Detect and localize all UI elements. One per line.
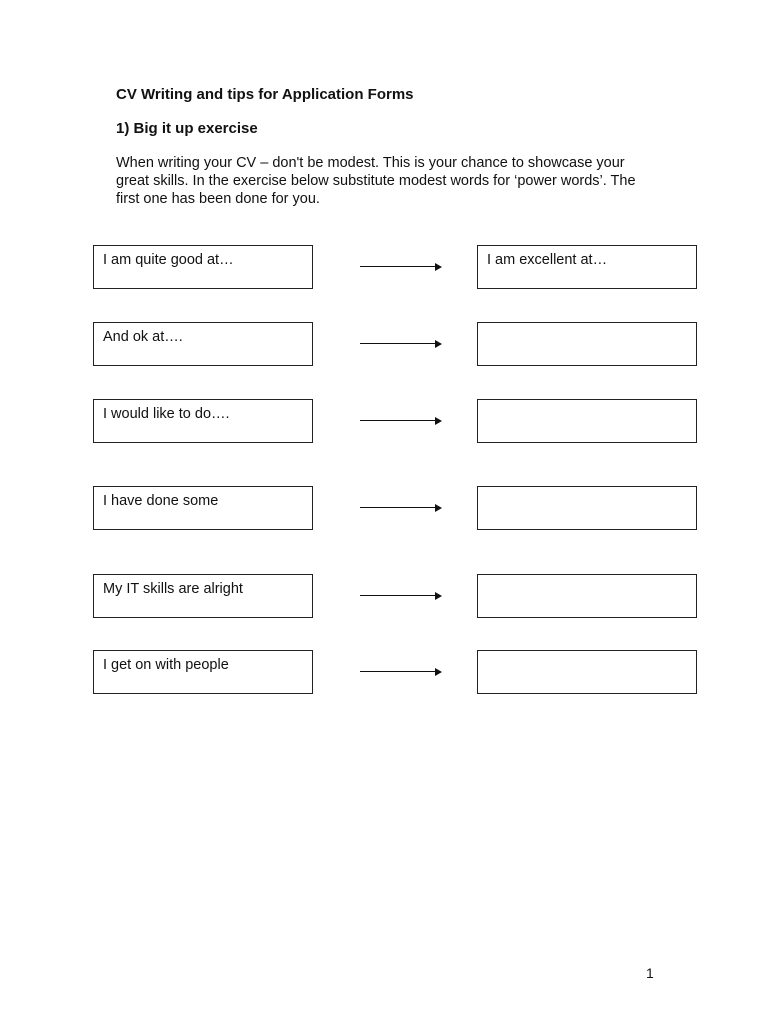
arrow-icon: [360, 503, 442, 513]
power-phrase-box[interactable]: [477, 399, 697, 443]
modest-phrase-box: I am quite good at…: [93, 245, 313, 289]
power-phrase-box[interactable]: I am excellent at…: [477, 245, 697, 289]
arrow-icon: [360, 591, 442, 601]
modest-phrase-box: I would like to do….: [93, 399, 313, 443]
modest-phrase-box: I get on with people: [93, 650, 313, 694]
arrow-icon: [360, 667, 442, 677]
power-phrase-box[interactable]: [477, 486, 697, 530]
intro-paragraph: When writing your CV – don't be modest. This is your chance to showcase your great skills. In the exercise below substitute modest words for ‘power words’. The first one has been done for you.: [116, 155, 636, 207]
arrow-icon: [360, 262, 442, 272]
modest-phrase-box: I have done some: [93, 486, 313, 530]
arrow-icon: [360, 339, 442, 349]
modest-phrase-box: My IT skills are alright: [93, 574, 313, 618]
document-title: CV Writing and tips for Application Forms: [116, 86, 414, 103]
modest-phrase-box: And ok at….: [93, 322, 313, 366]
power-phrase-box[interactable]: [477, 650, 697, 694]
page-number: 1: [646, 965, 654, 981]
power-phrase-box[interactable]: [477, 574, 697, 618]
arrow-icon: [360, 416, 442, 426]
power-phrase-box[interactable]: [477, 322, 697, 366]
section-heading: 1) Big it up exercise: [116, 120, 258, 137]
